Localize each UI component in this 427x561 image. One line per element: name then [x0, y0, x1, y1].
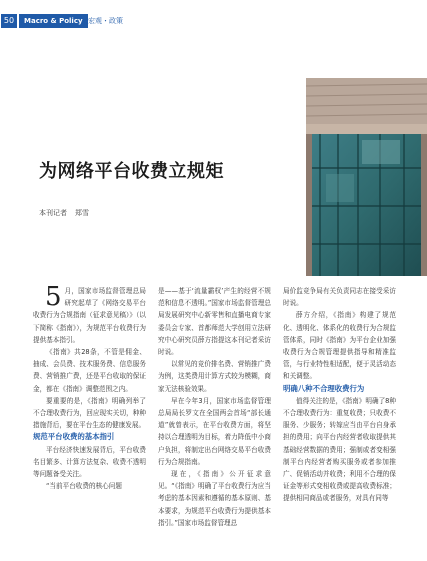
- paragraph: 薛方介绍，《指南》构建了规范化、透明化、体系化的收费行为合规监管体系，同时《指南》为平台企业加强收费行为合规管理提供指导和精准监管，与行业特性相适配，便于灵活动态和关调整。: [283, 311, 396, 381]
- paragraph: 现在，《指南》公开征求意见。“《指南》明确了平台收费行为应当考虑的基本因素和遵循的基本原则、基本要求，为规范平台收费行为提供基本指引。”国家市场监督管理总: [158, 470, 271, 527]
- page-number: 50: [1, 14, 17, 28]
- section-label-cn: 宏观・政策: [88, 17, 123, 25]
- paragraph: 《指南》共28条，不管是佣金、抽成、会员费、技术服务费、信息服务费、营销推广费，还是平台收取的保证金，都在《指南》调整范围之内。: [33, 348, 146, 393]
- subheading: 规范平台收费的基本指引: [33, 432, 115, 442]
- paragraph: 平台经济快速发展背后，平台收费名目繁多、计算方法复杂、收费不透明等问题备受关注。: [33, 445, 146, 479]
- paragraph: “当前平台收费的核心问题: [46, 482, 122, 491]
- section-label: Macro & Policy: [19, 14, 88, 28]
- paragraph: 以常见的竞价排名费、营销推广费为例，这类费用计算方式较为模糊，商家无法核验效果。: [158, 360, 271, 393]
- paragraph: 要重要的是，《指南》明确列举了不合理收费行为，回应现实关切，种种措施背后，要在平台生态的健康发展。: [33, 396, 146, 430]
- paragraph: 是——基于‘流量霸权’产生的经营不规范和信息不透明。”国家市场监督管理总局发展研究中心新零售和直播电商专家委员会专家、首都师范大学创用立法研究中心研究员薛方指提这本刊记者采访时说。: [158, 287, 271, 357]
- byline-role: 本刊记者: [39, 209, 67, 217]
- article-column-3: [283, 285, 396, 505]
- byline: [39, 208, 89, 218]
- subheading: 明确八种不合理收费行为: [283, 383, 365, 393]
- article-column-1: [33, 282, 146, 492]
- lead-paragraph: 5 月，国家市场监督管理总局研究起草了《网络交易平台收费行为合规指南（征求意见稿）》（以下简称《指南》），为规范平台收费行为提供基本指引。: [33, 282, 146, 344]
- drop-cap: 5: [45, 282, 62, 312]
- article-column-2: [158, 285, 271, 529]
- building-photo: [306, 78, 427, 276]
- paragraph: 局价监竞争局有关负责同志在接受采访时说。: [283, 287, 396, 308]
- paragraph: 早在今年3月，国家市场监督管理总局局长罗文在全国两会首场“部长通道”就曾表示，在平台收费方面，将坚持以合理透明为目标，着力降低中小商户负担，将制定出台网络交易平台收费行为合规指南。: [158, 396, 271, 466]
- byline-name: 郑雪: [75, 209, 89, 217]
- page-header: [0, 14, 190, 28]
- article-title: 为网络平台收费立规矩: [39, 161, 224, 182]
- paragraph: 值得关注的是，《指南》明确了8种不合理收费行为：重复收费；只收费不服务、少服务；转嫁应当由平台自身承担的费用；向平台内经营者收取提供其基础经营数据的费用；强制或者变相强制平台内经营者购买服务或者参加推广、促销活动并收费；利用不合理的保证金等形式变相收费或提高收费标准；提供相同商品或者服务，对具有同等: [283, 396, 396, 503]
